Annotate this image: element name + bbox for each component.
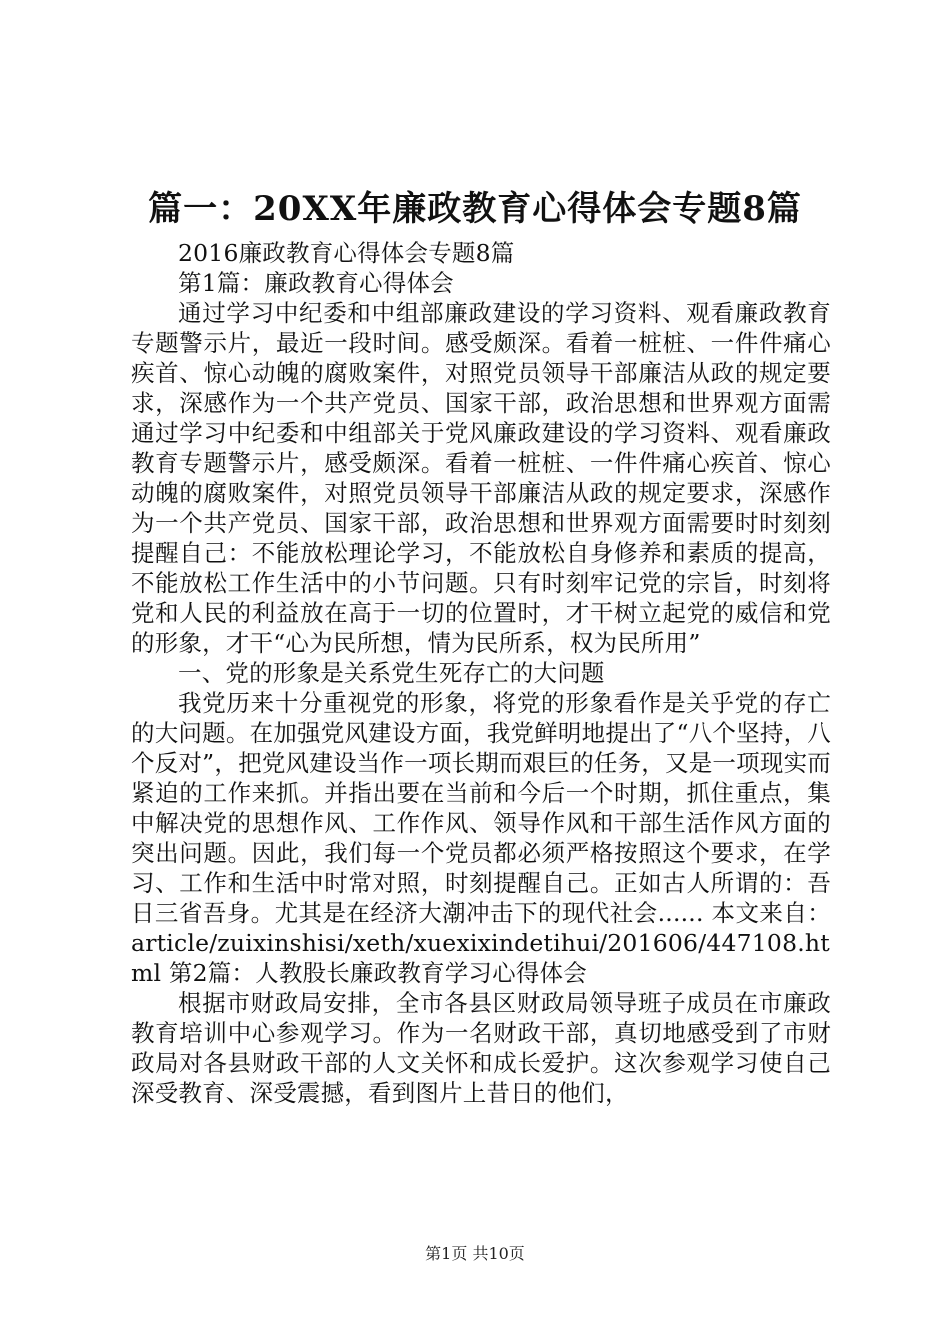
paragraph: 根据市财政局安排，全市各县区财政局领导班子成员在市廉政教育培训中心参观学习。作为一名财政干部，真切地感受到了市财政局对各县财政干部的人文关怀和成长爱护。这次参观学习使自己深受教育、深受震撼，看到图片上昔日的他们， — [131, 989, 831, 1107]
paragraph-subtitle: 2016廉政教育心得体会专题8篇 — [178, 239, 515, 267]
paragraph-subheading: 一、党的形象是关系党生死存亡的大问题 — [178, 659, 605, 687]
paragraph: 我党历来十分重视党的形象，将党的形象看作是关乎党的存亡的大问题。在加强党风建设方面，我党鲜明地提出了“八个坚持，八个反对”，把党风建设当作一项长期而艰巨的任务，又是一项现实而紧迫的工作来抓。并指出要在当前和今后一个时期，抓住重点，集中解决党的思想作风、工作作风、领导作风和干部生活作风方面的突出问题。因此，我们每一个党员都必须严格按照这个要求，在学习、工作和生活中时常对照，时刻提醒自己。正如古人所谓的：吾日三省吾身。尤其是在经济大潮冲击下的现代社会...... 本文来自：article/zuixinshisi/xeth/xuexixindetihui/201606/447108.html 第2篇：人教股长廉政教育学习心得体会 — [131, 689, 831, 987]
page-indicator: 第1页 共10页 — [425, 1244, 525, 1263]
paragraph: 通过学习中纪委和中组部廉政建设的学习资料、观看廉政教育专题警示片，最近一段时间。感受颇深。看着一桩桩、一件件痛心疾首、惊心动魄的腐败案件，对照党员领导干部廉洁从政的规定要求，深感作为一个共产党员、国家干部，政治思想和世界观方面需通过学习中纪委和中组部关于党风廉政建设的学习资料、观看廉政教育专题警示片，感受颇深。看着一桩桩、一件件痛心疾首、惊心动魄的腐败案件，对照党员领导干部廉洁从政的规定要求，深感作为一个共产党员、国家干部，政治思想和世界观方面需要时时刻刻提醒自己：不能放松理论学习，不能放松自身修养和素质的提高，不能放松工作生活中的小节问题。只有时刻牢记党的宗旨，时刻将党和人民的利益放在高于一切的位置时，才干树立起党的威信和党的形象，才干“心为民所想，情为民所系，权为民所用” — [131, 299, 831, 657]
document-body — [131, 238, 831, 1108]
page-footer — [0, 1242, 950, 1266]
document-title: 篇一：20XX年廉政教育心得体会专题8篇 — [148, 189, 802, 229]
paragraph-section-heading: 第1篇：廉政教育心得体会 — [178, 269, 454, 297]
